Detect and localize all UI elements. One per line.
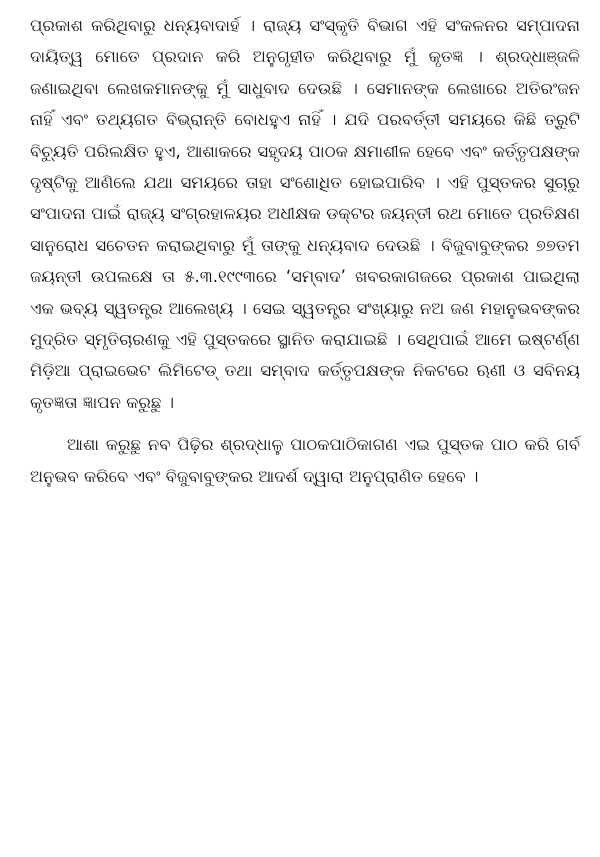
body-paragraph-2: ଆଶା କରୁଛୁ ନବ ପିଢ଼ିର ଶ୍ରଦ୍ଧାଳୁ ପାଠକପାଠିକାଗଣ ଏଇ ପୁସ୍ତକ ପାଠ କରି ଗର୍ବ ଅନୁଭବ କରିବେ ଏବଂ ବିଜୁବାବୁଙ୍କର ଆଦର୍ଶ ଦ୍ୱାରା ଅନୁପ୍ରାଣିତ ହେବେ । bbox=[30, 435, 580, 486]
document-page bbox=[30, 10, 580, 492]
body-paragraph-1: ପ୍ରକାଶ କରିଥିବାରୁ ଧନ୍ୟବାଦାର୍ହ । ରାଜ୍ୟ ସଂସ୍କୃତି ବିଭାଗ ଏହି ସଂକଳନର ସମ୍ପାଦନା ଦାୟିତ୍ୱ ମୋତେ ପ୍ରଦାନ କରି ଅନୁଗୃହୀତ କରିଥିବାରୁ ମୁଁ କୃତଜ୍ଞ । ଶ୍ରଦ୍ଧାଞ୍ଜଳି ଜଣାଇଥିବା ଲେଖକମାନଙ୍କୁ ମୁଁ ସାଧୁବାଦ ଦେଉଛି । ସେମାନଙ୍କ ଲେଖାରେ ଅତିରଂଜନ ନାହିଁ ଏବଂ ତଥ୍ୟଗତ ବିଭ୍ରାନ୍ତି ବୋଧହୁଏ ନାହିଁ । ଯଦି ପରବର୍ତ୍ତୀ ସମୟରେ କିଛି ତ୍ରୁଟି ବିଚ୍ୟୁତି ପରିଲକ୍ଷିତ ହୁଏ, ଆଶାକରେ ସହୃଦୟ ପାଠକ କ୍ଷମାଶୀଳ ହେବେ ଏବଂ କର୍ତ୍ତୃପକ୍ଷଙ୍କ ଦୃଷ୍ଟିକୁ ଆଣିଲେ ଯଥା ସମୟରେ ତାହା ସଂଶୋଧିତ ହୋଇପାରିବ । ଏହି ପୁସ୍ତକର ସୁଚାରୁ ସଂପାଦନା ପାଇଁ ରାଜ୍ୟ ସଂଗ୍ରହାଳୟର ଅଧୀକ୍ଷକ ଡକ୍ଟର ଜୟନ୍ତୀ ରଥ ମୋତେ ପ୍ରତିକ୍ଷଣ ସାନୁରୋଧ ସଚେତନ କରାଇଥିବାରୁ ମୁଁ ତାଙ୍କୁ ଧନ୍ୟବାଦ ଦେଉଛି । ବିଜୁବାବୁଙ୍କର ୭୭ତମ ଜୟନ୍ତୀ ଉପଲକ୍ଷେ ତା ୫.୩.୧୯୯୩ରେ ‘ସମ୍ବାଦ’ ଖବରକାଗଜରେ ପ୍ରକାଶ ପାଇଥିଲା ଏକ ଭବ୍ୟ ସ୍ୱତନ୍ତ୍ର ଆଲେଖ୍ୟ । ସେଇ ସ୍ୱତନ୍ତ୍ର ସଂଖ୍ୟାରୁ ନଅ ଜଣ ମହାନୁଭବଙ୍କର ମୁଦ୍ରିତ ସ୍ମୃତିଚାରଣକୁ ଏହି ପୁସ୍ତକରେ ସ୍ଥାନିତ କରାଯାଇଛି । ସେଥିପାଇଁ ଆମେ ଇଷ୍ଟର୍ଣ୍ଣ ମିଡ଼ିଆ ପ୍ରାଇଭେଟ ଲିମିଟେଡ୍ ତଥା ସମ୍ବାଦ କର୍ତ୍ତୃପକ୍ଷଙ୍କ ନିକଟରେ ଋଣୀ ଓ ସବିନୟ କୃତଜ୍ଞତା ଜ୍ଞାପନ କରୁଛୁ । bbox=[30, 16, 580, 412]
